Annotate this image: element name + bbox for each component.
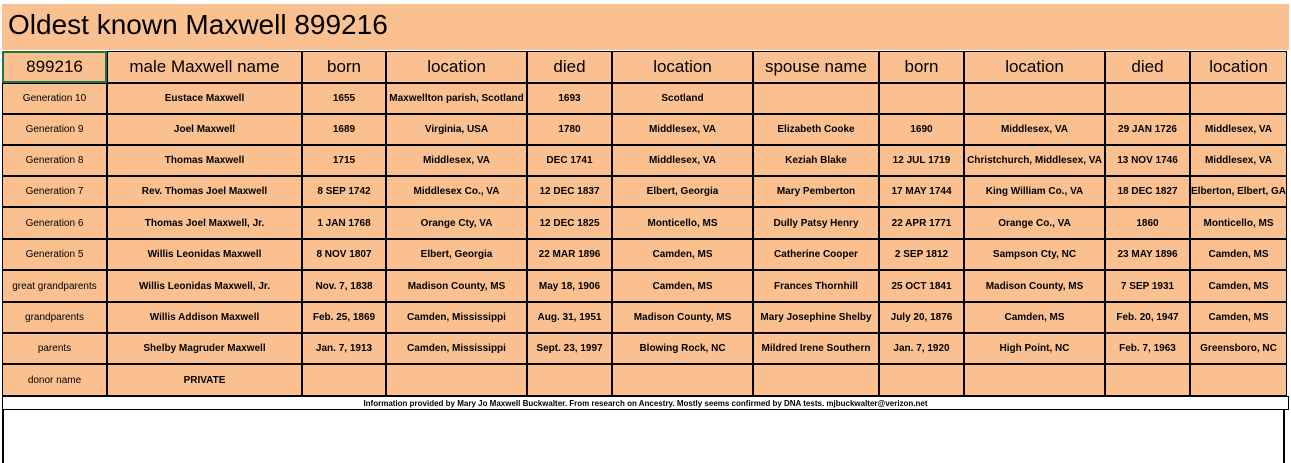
header-spouse-died[interactable]: died [1105,51,1190,83]
cell-male-name[interactable]: Thomas Maxwell [107,145,302,176]
cell-male-name[interactable]: Thomas Joel Maxwell, Jr. [107,207,302,239]
cell-spouse-died-location[interactable]: Camden, MS [1190,270,1287,302]
cell-born-location[interactable]: Middlesex, VA [386,145,527,176]
cell-spouse-born-location[interactable]: Madison County, MS [964,270,1105,302]
cell-spouse-died-location[interactable]: Middlesex, VA [1190,114,1287,145]
cell-died-location[interactable] [612,364,753,396]
cell-born-location[interactable]: Orange Cty, VA [386,207,527,239]
cell-id[interactable]: Generation 9 [2,114,107,145]
cell-born-location[interactable]: Camden, Mississippi [386,333,527,364]
cell-spouse-name[interactable]: Catherine Cooper [753,239,879,270]
cell-died-location[interactable]: Monticello, MS [612,207,753,239]
cell-spouse-died[interactable]: Feb. 20, 1947 [1105,302,1190,333]
cell-died[interactable]: DEC 1741 [527,145,612,176]
cell-born-location[interactable]: Middlesex Co., VA [386,176,527,207]
cell-died[interactable]: 22 MAR 1896 [527,239,612,270]
cell-born[interactable]: Jan. 7, 1913 [302,333,386,364]
cell-born-location[interactable]: Madison County, MS [386,270,527,302]
header-born[interactable]: born [302,51,386,83]
cell-male-name[interactable]: Willis Leonidas Maxwell, Jr. [107,270,302,302]
cell-spouse-born-location[interactable]: King William Co., VA [964,176,1105,207]
cell-spouse-born-location[interactable]: Christchurch, Middlesex, VA [964,145,1105,176]
cell-died[interactable]: 12 DEC 1837 [527,176,612,207]
cell-spouse-died[interactable] [1105,364,1190,396]
cell-born[interactable]: 8 NOV 1807 [302,239,386,270]
header-id[interactable]: 899216 [2,51,107,83]
cell-died-location[interactable]: Middlesex, VA [612,145,753,176]
cell-born-location[interactable]: Camden, Mississippi [386,302,527,333]
cell-id[interactable]: donor name [2,364,107,396]
cell-spouse-born[interactable] [879,364,964,396]
cell-male-name[interactable]: Joel Maxwell [107,114,302,145]
cell-id[interactable]: Generation 5 [2,239,107,270]
cell-spouse-died-location[interactable] [1190,364,1287,396]
cell-born[interactable] [302,364,386,396]
cell-spouse-died-location[interactable]: Camden, MS [1190,302,1287,333]
cell-spouse-born[interactable] [879,83,964,114]
cell-spouse-name[interactable]: Mildred Irene Southern [753,333,879,364]
cell-spouse-died[interactable]: 23 MAY 1896 [1105,239,1190,270]
cell-id[interactable]: grandparents [2,302,107,333]
header-died[interactable]: died [527,51,612,83]
cell-male-name[interactable]: Eustace Maxwell [107,83,302,114]
header-died-location[interactable]: location [612,51,753,83]
cell-male-name[interactable]: Shelby Magruder Maxwell [107,333,302,364]
cell-spouse-born[interactable]: Jan. 7, 1920 [879,333,964,364]
cell-spouse-died-location[interactable]: Middlesex, VA [1190,145,1287,176]
cell-id[interactable]: parents [2,333,107,364]
cell-spouse-born[interactable]: 1690 [879,114,964,145]
cell-died-location[interactable]: Camden, MS [612,239,753,270]
cell-spouse-died[interactable]: Feb. 7, 1963 [1105,333,1190,364]
cell-spouse-died[interactable]: 1860 [1105,207,1190,239]
cell-spouse-name[interactable]: Elizabeth Cooke [753,114,879,145]
cell-spouse-died[interactable]: 7 SEP 1931 [1105,270,1190,302]
title-cell[interactable] [2,4,1289,50]
cell-male-name[interactable]: Willis Leonidas Maxwell [107,239,302,270]
cell-spouse-died-location[interactable]: Greensboro, NC [1190,333,1287,364]
cell-id[interactable]: Generation 6 [2,207,107,239]
cell-died[interactable]: 1780 [527,114,612,145]
cell-spouse-born-location[interactable]: Sampson Cty, NC [964,239,1105,270]
cell-died-location[interactable]: Camden, MS [612,270,753,302]
cell-spouse-died[interactable] [1105,83,1190,114]
cell-born[interactable]: 1 JAN 1768 [302,207,386,239]
cell-spouse-died-location[interactable] [1190,83,1287,114]
cell-spouse-born[interactable]: 2 SEP 1812 [879,239,964,270]
cell-spouse-name[interactable]: Mary Pemberton [753,176,879,207]
cell-spouse-born[interactable]: July 20, 1876 [879,302,964,333]
cell-died[interactable]: May 18, 1906 [527,270,612,302]
sheet-title: Oldest known Maxwell 899216 [8,9,388,40]
cell-born[interactable]: 8 SEP 1742 [302,176,386,207]
header-spouse-born[interactable]: born [879,51,964,83]
cell-spouse-name[interactable]: Keziah Blake [753,145,879,176]
cell-spouse-died[interactable]: 13 NOV 1746 [1105,145,1190,176]
cell-spouse-died-location[interactable]: Monticello, MS [1190,207,1287,239]
cell-born-location[interactable] [386,364,527,396]
cell-spouse-name[interactable]: Dully Patsy Henry [753,207,879,239]
header-spouse-died-location[interactable]: location [1190,51,1287,83]
header-born-location[interactable]: location [386,51,527,83]
cell-male-name[interactable]: Rev. Thomas Joel Maxwell [107,176,302,207]
cell-died[interactable] [527,364,612,396]
cell-id[interactable]: Generation 7 [2,176,107,207]
cell-born[interactable]: Nov. 7, 1838 [302,270,386,302]
cell-born-location[interactable]: Maxwellton parish, Scotland [386,83,527,114]
cell-born[interactable]: Feb. 25, 1869 [302,302,386,333]
cell-spouse-name[interactable] [753,364,879,396]
cell-born[interactable]: 1689 [302,114,386,145]
cell-died-location[interactable]: Elbert, Georgia [612,176,753,207]
cell-died-location[interactable]: Madison County, MS [612,302,753,333]
header-spouse-name[interactable]: spouse name [753,51,879,83]
cell-spouse-died-location[interactable]: Elberton, Elbert, GA [1190,176,1287,207]
cell-id[interactable]: great grandparents [2,270,107,302]
cell-died-location[interactable]: Scotland [612,83,753,114]
cell-died[interactable]: Sept. 23, 1997 [527,333,612,364]
cell-spouse-born[interactable]: 17 MAY 1744 [879,176,964,207]
cell-spouse-born-location[interactable] [964,364,1105,396]
cell-died[interactable]: 12 DEC 1825 [527,207,612,239]
cell-spouse-born-location[interactable]: Middlesex, VA [964,114,1105,145]
header-male-name[interactable]: male Maxwell name [107,51,302,83]
cell-id[interactable]: Generation 10 [2,83,107,114]
cell-born-location[interactable]: Elbert, Georgia [386,239,527,270]
cell-died[interactable]: Aug. 31, 1951 [527,302,612,333]
cell-spouse-died[interactable]: 18 DEC 1827 [1105,176,1190,207]
cell-died[interactable]: 1693 [527,83,612,114]
cell-spouse-born[interactable]: 12 JUL 1719 [879,145,964,176]
cell-spouse-born[interactable]: 22 APR 1771 [879,207,964,239]
cell-born[interactable]: 1715 [302,145,386,176]
footer-note[interactable]: Information provided by Mary Jo Maxwell Buckwalter. From research on Ancestry. Mostly seems confirmed by DNA tests. mjbuckwalter@verizon.net [2,396,1289,410]
cell-spouse-born-location[interactable]: Camden, MS [964,302,1105,333]
cell-male-name[interactable]: Willis Addison Maxwell [107,302,302,333]
cell-born[interactable]: 1655 [302,83,386,114]
cell-male-name[interactable]: PRIVATE [107,364,302,396]
cell-spouse-name[interactable]: Mary Josephine Shelby [753,302,879,333]
cell-spouse-born-location[interactable]: Orange Co., VA [964,207,1105,239]
cell-died-location[interactable]: Blowing Rock, NC [612,333,753,364]
cell-spouse-born[interactable]: 25 OCT 1841 [879,270,964,302]
cell-spouse-died-location[interactable]: Camden, MS [1190,239,1287,270]
cell-spouse-name[interactable]: Frances Thornhill [753,270,879,302]
cell-born-location[interactable]: Virginia, USA [386,114,527,145]
cell-died-location[interactable]: Middlesex, VA [612,114,753,145]
cell-spouse-born-location[interactable] [964,83,1105,114]
header-spouse-born-location[interactable]: location [964,51,1105,83]
empty-cell-area[interactable] [2,410,1285,463]
cell-spouse-died[interactable]: 29 JAN 1726 [1105,114,1190,145]
cell-id[interactable]: Generation 8 [2,145,107,176]
cell-spouse-name[interactable] [753,83,879,114]
cell-spouse-born-location[interactable]: High Point, NC [964,333,1105,364]
